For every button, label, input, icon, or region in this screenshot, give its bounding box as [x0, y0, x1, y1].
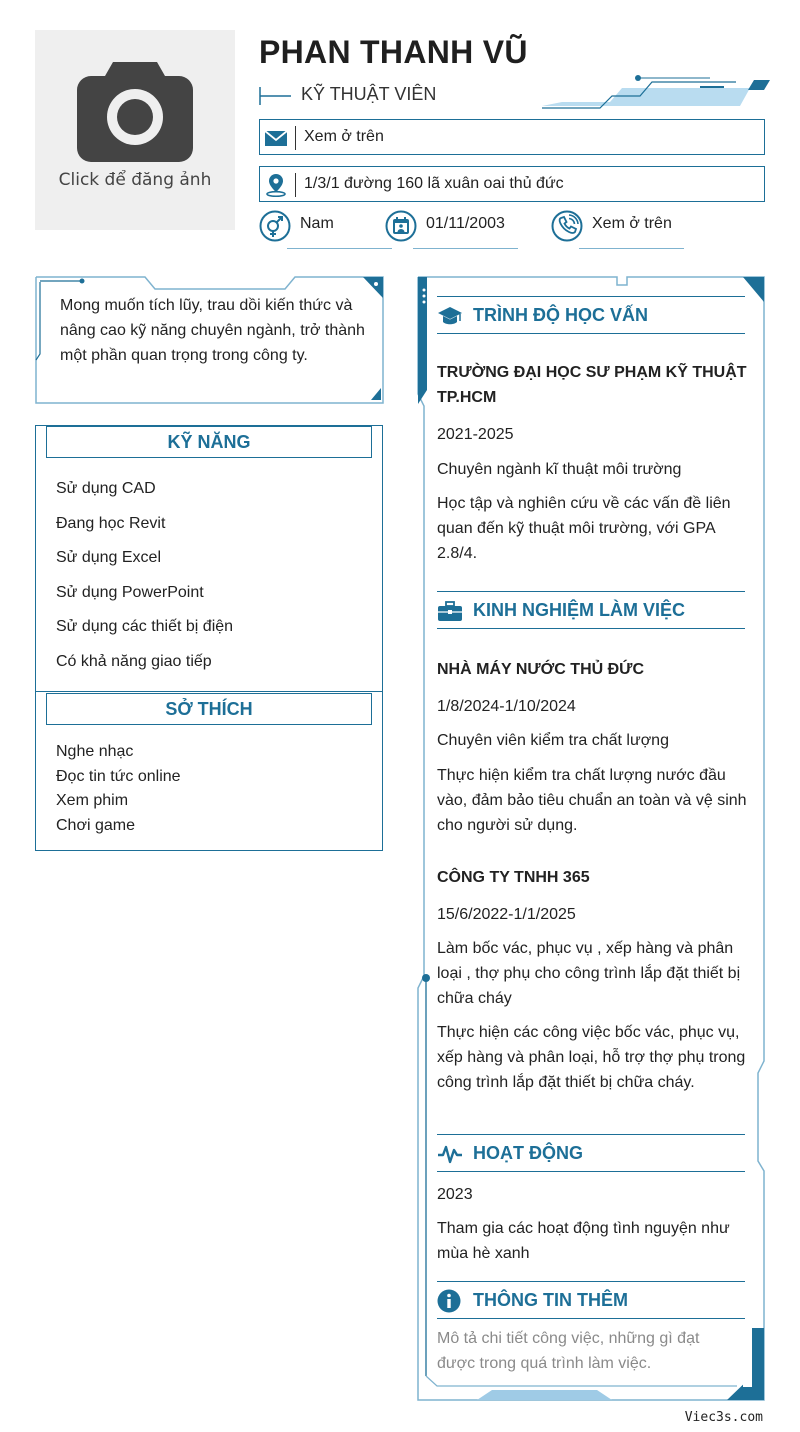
photo-caption: Click để đăng ảnh	[58, 170, 212, 190]
skill-item: Sử dụng PowerPoint	[56, 583, 204, 601]
skill-item: Có khả năng giao tiếp	[56, 652, 212, 670]
phone-icon	[551, 210, 583, 242]
calendar-icon	[385, 210, 417, 242]
hobby-item: Xem phim	[56, 792, 129, 810]
hobbies-list	[56, 743, 181, 841]
footer-watermark: Viec3s.com	[684, 1410, 763, 1425]
objective-text: Mong muốn tích lũy, trau dồi kiến thức và nâng cao kỹ năng chuyên ngành, trở thành một phần quan trọng trong công ty.	[60, 297, 365, 364]
hobby-item: Đọc tin tức online	[56, 767, 181, 785]
circuit-decoration	[540, 72, 770, 114]
activity-desc: Tham gia các hoạt động tình nguyện như mùa hè xanh	[437, 1220, 730, 1262]
job-company: NHÀ MÁY NƯỚC THỦ ĐỨC	[437, 661, 645, 678]
skills-hobbies-box	[35, 425, 383, 851]
extra-placeholder[interactable]: Mô tả chi tiết công việc, những gì đạt được trong quá trình làm việc.	[437, 1330, 700, 1372]
location-icon	[264, 173, 288, 197]
job-company: CÔNG TY TNHH 365	[437, 869, 590, 886]
job-desc: Thực hiện các công việc bốc vác, phục vụ, xếp hàng và phân loại, hỗ trợ thợ phụ trong công trình lắp đặt thiết bị chữa cháy.	[437, 1024, 746, 1091]
experience-section-header	[437, 591, 745, 629]
email-icon	[264, 126, 288, 150]
photo-upload[interactable]	[35, 30, 235, 230]
email-value: Xem ở trên	[304, 128, 384, 145]
activities-heading: HOẠT ĐỘNG	[473, 1143, 583, 1163]
hobbies-heading: SỞ THÍCH	[46, 693, 372, 725]
title-line-icon	[259, 86, 293, 106]
education-section-header	[437, 296, 745, 334]
address-value: 1/3/1 đường 160 lã xuân oai thủ đức	[304, 175, 564, 192]
phone-value: Xem ở trên	[592, 215, 672, 232]
phone-field[interactable]	[551, 210, 701, 250]
experience-heading: KINH NGHIỆM LÀM VIỆC	[473, 600, 686, 620]
skill-item: Sử dụng các thiết bị điện	[56, 618, 234, 636]
pulse-icon	[437, 1142, 463, 1166]
skill-item: Sử dụng CAD	[56, 480, 156, 497]
gender-field[interactable]	[259, 210, 399, 250]
education-years: 2021-2025	[437, 426, 514, 443]
birthday-value: 01/11/2003	[426, 215, 505, 232]
skills-list	[56, 480, 233, 688]
job-period: 1/8/2024-1/10/2024	[437, 698, 576, 715]
job-title: KỸ THUẬT VIÊN	[301, 84, 437, 104]
hobby-item: Chơi game	[56, 816, 135, 834]
graduation-cap-icon	[437, 304, 463, 328]
address-field[interactable]	[259, 166, 765, 202]
extra-heading: THÔNG TIN THÊM	[473, 1290, 628, 1310]
education-heading: TRÌNH ĐỘ HỌC VẤN	[473, 305, 648, 325]
objective-box	[35, 276, 384, 404]
gender-value: Nam	[300, 215, 334, 232]
job-role: Làm bốc vác, phục vụ , xếp hàng và phân loại , thợ phụ cho công trình lắp đặt thiết bị chữa cháy	[437, 940, 741, 1007]
hobby-item: Nghe nhạc	[56, 743, 134, 760]
activities-section-header	[437, 1134, 745, 1172]
education-school: TRƯỜNG ĐẠI HỌC SƯ PHẠM KỸ THUẬT TP.HCM	[437, 364, 747, 406]
skills-heading: KỸ NĂNG	[46, 426, 372, 458]
job-role: Chuyên viên kiểm tra chất lượng	[437, 732, 669, 749]
birthday-field[interactable]	[385, 210, 525, 250]
skill-item: Sử dụng Excel	[56, 549, 161, 567]
briefcase-icon	[437, 599, 463, 623]
candidate-name: PHAN THANH VŨ	[259, 34, 528, 70]
job-period: 15/6/2022-1/1/2025	[437, 906, 576, 923]
activity-year: 2023	[437, 1186, 473, 1203]
education-desc: Học tập và nghiên cứu về các vấn đề liên quan đến kỹ thuật môi trường, với GPA 2.8/4.	[437, 495, 731, 562]
gender-icon	[259, 210, 291, 242]
info-icon	[437, 1289, 463, 1313]
education-major: Chuyên ngành kĩ thuật môi trường	[437, 461, 682, 478]
skill-item: Đang học Revit	[56, 514, 166, 532]
job-desc: Thực hiện kiểm tra chất lượng nước đầu vào, đảm bảo tiêu chuẩn an toàn và vệ sinh cho người sử dụng.	[437, 767, 747, 834]
extra-section-header	[437, 1281, 745, 1319]
email-field[interactable]	[259, 119, 765, 155]
camera-icon	[75, 60, 195, 164]
right-column	[417, 276, 765, 1402]
